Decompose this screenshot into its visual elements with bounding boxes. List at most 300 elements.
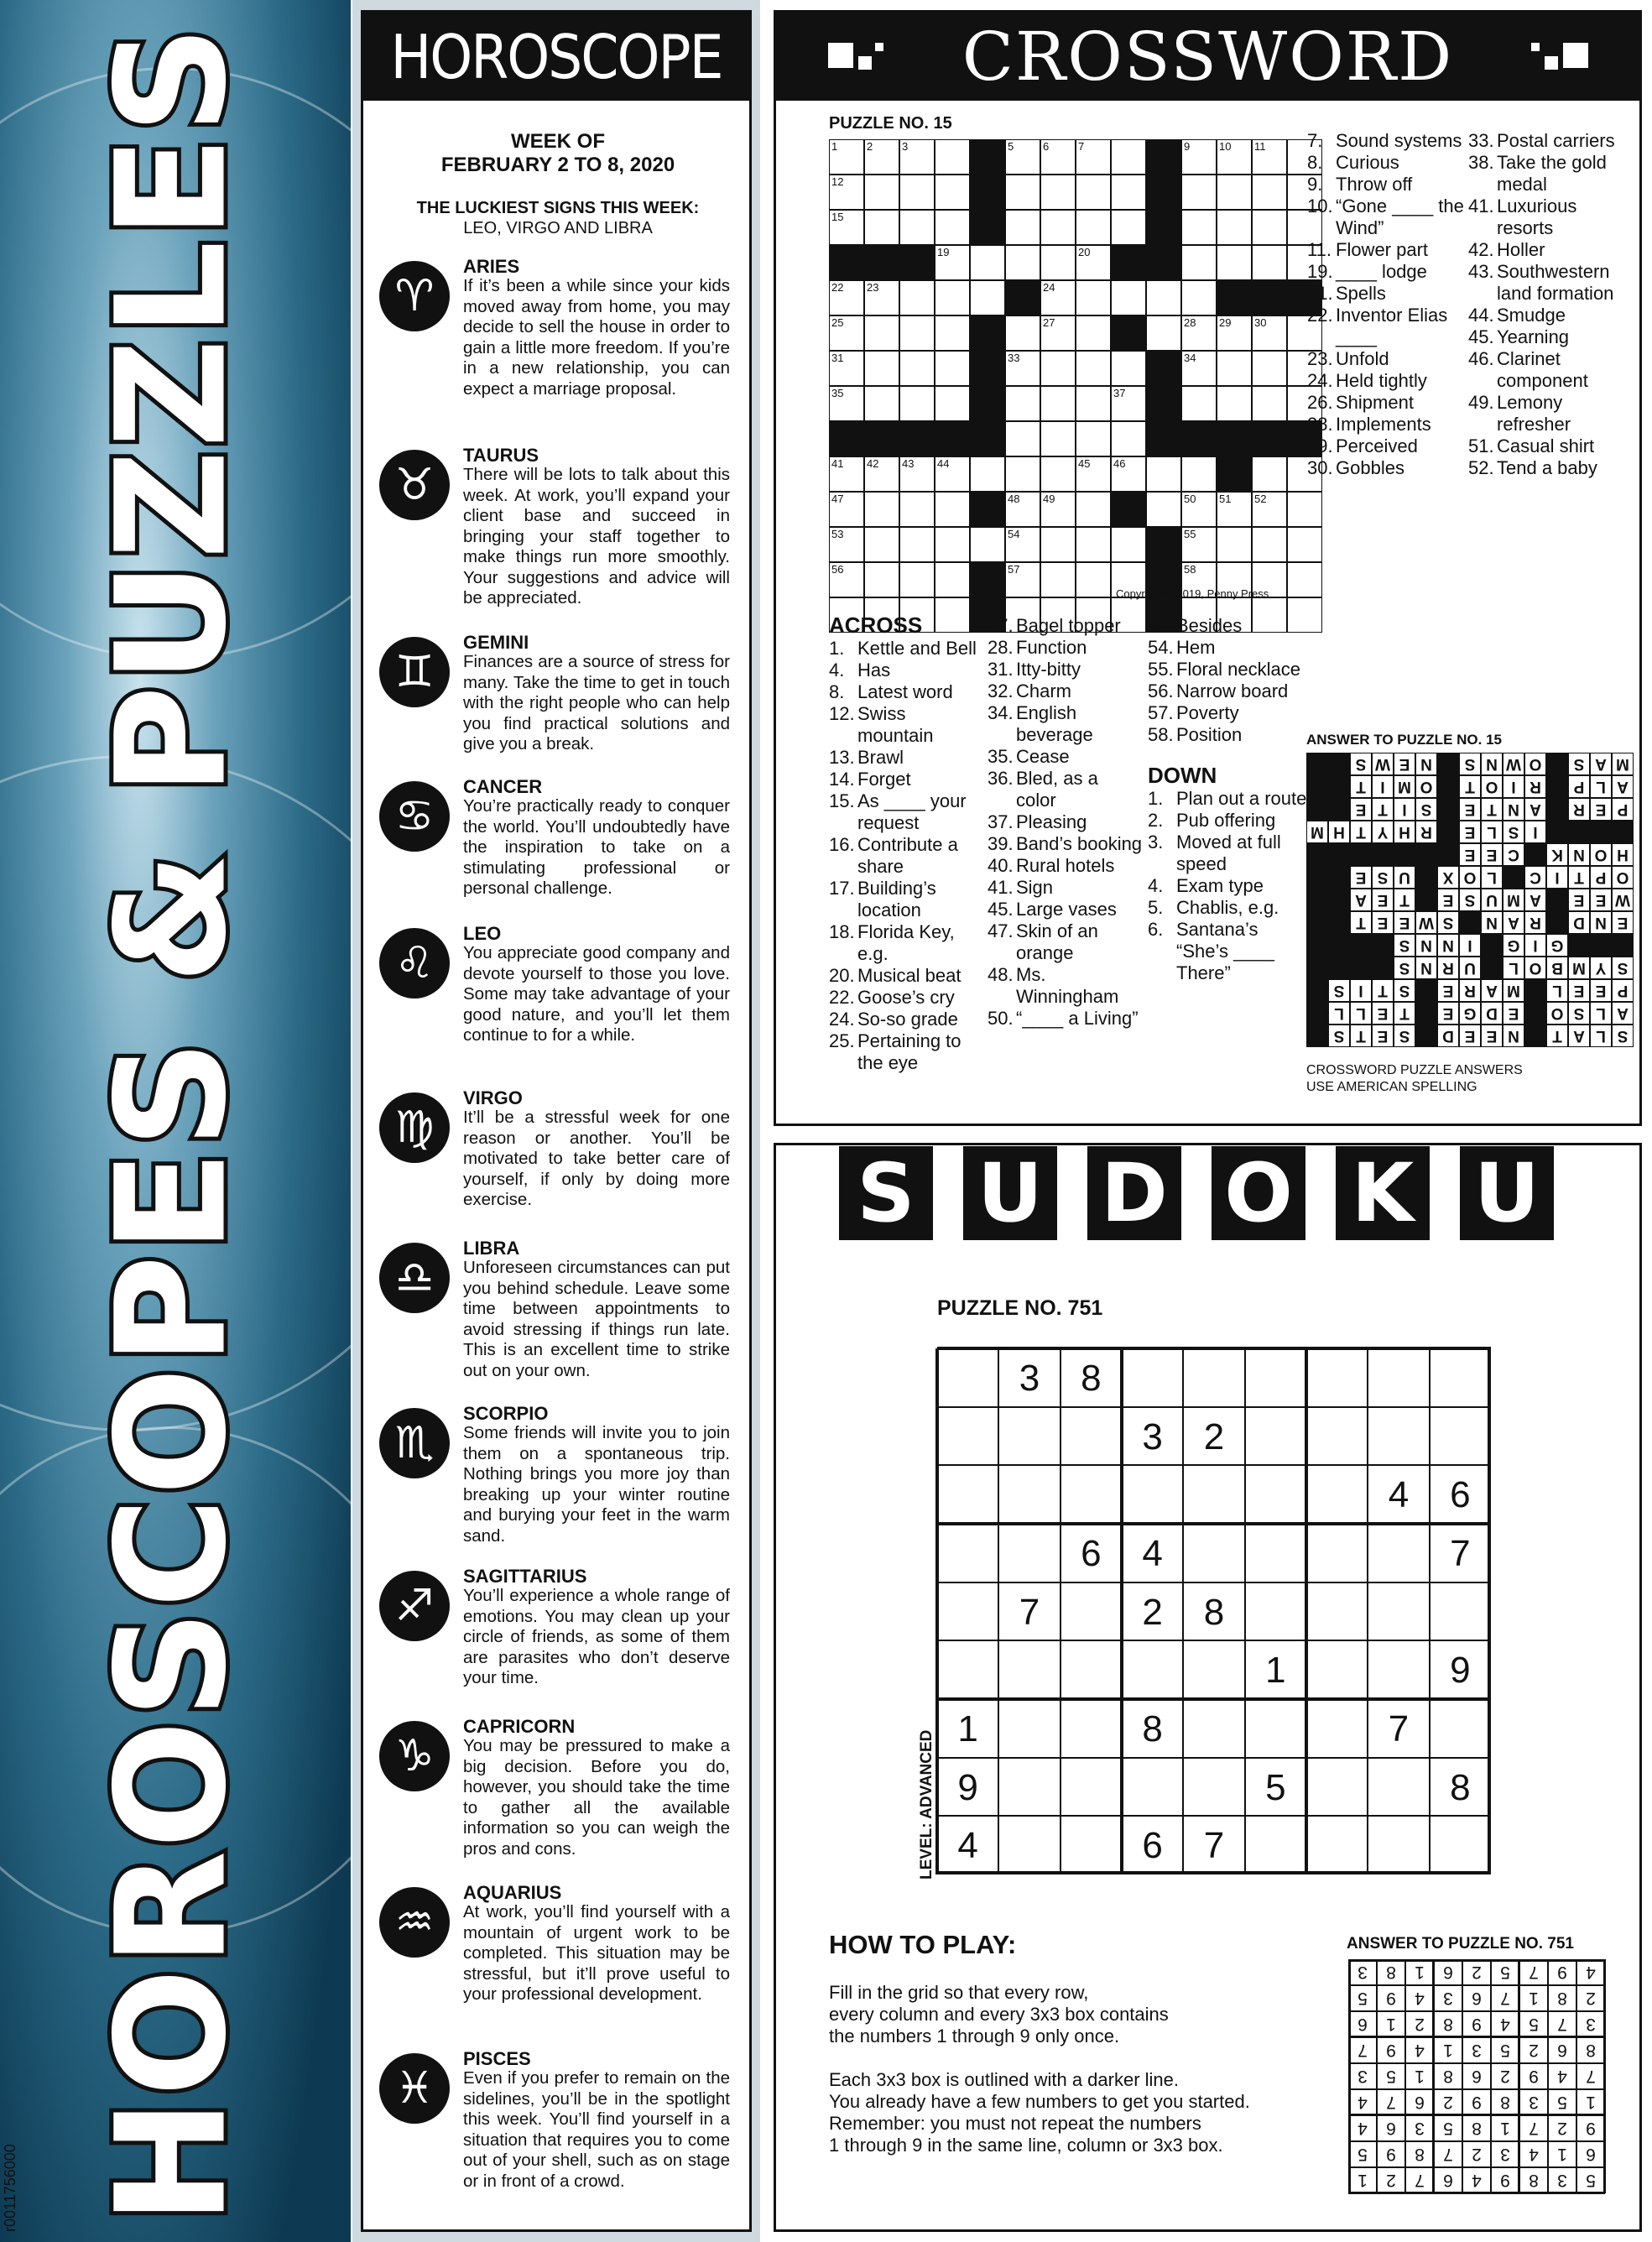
clue-text: Holler xyxy=(1497,239,1545,260)
clue-num: 42. xyxy=(1468,239,1494,260)
answer-cell: E xyxy=(1437,979,1459,1002)
sudoku-cell[interactable] xyxy=(1183,1465,1244,1524)
grid-cell[interactable] xyxy=(1040,562,1076,597)
grid-cell[interactable] xyxy=(1076,210,1111,245)
grid-cell[interactable] xyxy=(1076,562,1111,597)
grid-cell[interactable] xyxy=(899,492,935,527)
clue-text: Exam type xyxy=(1176,875,1264,896)
grid-cell[interactable] xyxy=(829,351,864,386)
sudoku-cell[interactable] xyxy=(1061,1699,1122,1758)
grid-cell[interactable] xyxy=(864,456,899,492)
clue-num: 30. xyxy=(1307,457,1333,478)
grid-cell[interactable] xyxy=(829,562,864,597)
clue-number: 31 xyxy=(831,352,844,364)
sudoku-cell[interactable] xyxy=(1245,1582,1306,1641)
sudoku-cell[interactable] xyxy=(937,1348,998,1407)
grid-cell[interactable] xyxy=(864,562,899,597)
grid-cell[interactable] xyxy=(935,175,970,210)
sudoku-cell[interactable]: 4 xyxy=(1368,1465,1429,1524)
sudoku-cell[interactable]: 8 xyxy=(1061,1348,1122,1407)
sudoku-cell[interactable]: 6 xyxy=(1061,1524,1122,1582)
grid-cell[interactable] xyxy=(829,315,864,351)
sudoku-cell[interactable] xyxy=(1306,1524,1368,1582)
clue-text: Postal carriers xyxy=(1497,130,1615,151)
grid-cell[interactable] xyxy=(829,492,864,527)
grid-cell[interactable] xyxy=(864,280,899,315)
grid-cell[interactable] xyxy=(1076,139,1111,175)
grid-cell[interactable] xyxy=(829,280,864,315)
grid-cell[interactable] xyxy=(1252,492,1287,527)
sudoku-cell[interactable]: 7 xyxy=(998,1582,1060,1641)
clue-text: Held tightly xyxy=(1336,370,1427,391)
grid-cell[interactable] xyxy=(970,245,1005,280)
sudoku-cell[interactable] xyxy=(1430,1816,1491,1874)
sudoku-cell[interactable] xyxy=(1368,1524,1429,1582)
grid-cell[interactable] xyxy=(1181,315,1217,351)
sign-entry xyxy=(379,1716,732,1884)
grid-cell[interactable] xyxy=(1005,527,1040,562)
grid-cell[interactable] xyxy=(1111,456,1146,492)
clue-num: 41. xyxy=(1468,196,1494,216)
sudoku-cell[interactable]: 2 xyxy=(1183,1407,1244,1466)
sudoku-cell[interactable] xyxy=(998,1758,1060,1817)
grid-cell[interactable] xyxy=(1252,456,1287,492)
sudoku-cell[interactable] xyxy=(1061,1758,1122,1817)
sudoku-title-letter: U xyxy=(963,1146,1057,1240)
answer-cell: E xyxy=(1350,866,1372,889)
sudoku-cell[interactable] xyxy=(1061,1465,1122,1524)
grid-cell[interactable] xyxy=(1040,456,1076,492)
answer-cell: S xyxy=(1328,1025,1350,1047)
answer-cell xyxy=(1546,821,1568,843)
sign-entry xyxy=(379,923,732,1091)
clue-num: 18. xyxy=(829,921,855,942)
grid-cell[interactable] xyxy=(1217,210,1252,245)
answer-cell: W xyxy=(1503,753,1524,775)
grid-cell[interactable] xyxy=(829,139,864,175)
grid-cell[interactable] xyxy=(899,210,935,245)
sudoku-cell[interactable] xyxy=(998,1465,1060,1524)
zodiac-gemini-icon: ♊ xyxy=(379,637,450,707)
sudoku-cell[interactable]: 4 xyxy=(937,1816,998,1874)
sudoku-cell[interactable] xyxy=(1183,1699,1244,1758)
sign-entry xyxy=(379,632,732,800)
grid-cell[interactable] xyxy=(1217,175,1252,210)
grid-cell[interactable] xyxy=(864,175,899,210)
grid-cell[interactable] xyxy=(1040,210,1076,245)
answer-cell: S xyxy=(1394,934,1415,957)
sudoku-cell[interactable] xyxy=(1430,1407,1491,1466)
sudoku-cell[interactable]: 7 xyxy=(1183,1816,1244,1874)
grid-cell[interactable] xyxy=(899,315,935,351)
clue-num: 10. xyxy=(1307,196,1333,216)
grid-cell[interactable] xyxy=(864,210,899,245)
grid-cell[interactable] xyxy=(1076,492,1111,527)
sudoku-cell[interactable]: 3 xyxy=(998,1348,1060,1407)
sudoku-cell[interactable] xyxy=(1306,1816,1368,1874)
answer-cell: P xyxy=(1568,775,1590,798)
answer-cell: H xyxy=(1328,821,1350,843)
grid-cell[interactable] xyxy=(829,456,864,492)
clue-number: 48 xyxy=(1008,493,1020,505)
clue-num: 39. xyxy=(988,833,1014,854)
grid-cell[interactable] xyxy=(1076,386,1111,421)
grid-cell[interactable] xyxy=(899,562,935,597)
grid-cell[interactable] xyxy=(1005,456,1040,492)
grid-cell[interactable] xyxy=(1076,245,1111,280)
grid-cell[interactable] xyxy=(970,280,1005,315)
answer-cell: U xyxy=(1481,889,1503,911)
sudoku-cell[interactable] xyxy=(1306,1640,1368,1699)
answer-cell: I xyxy=(1350,979,1372,1002)
grid-cell[interactable] xyxy=(899,139,935,175)
sudoku-cell[interactable] xyxy=(1061,1816,1122,1874)
sudoku-cell[interactable] xyxy=(1368,1582,1429,1641)
grid-cell[interactable] xyxy=(1252,527,1287,562)
answer-cell: 2 xyxy=(1491,2063,1519,2089)
black-square xyxy=(1111,245,1146,280)
grid-cell[interactable] xyxy=(1040,421,1076,456)
black-square xyxy=(970,421,1005,456)
grid-cell[interactable] xyxy=(899,280,935,315)
answer-cell xyxy=(1612,821,1634,843)
sudoku-cell[interactable] xyxy=(1306,1407,1368,1466)
clue-text: Besides xyxy=(1176,615,1243,636)
grid-cell[interactable] xyxy=(935,386,970,421)
sudoku-cell[interactable] xyxy=(1430,1348,1491,1407)
grid-cell[interactable] xyxy=(899,175,935,210)
sudoku-cell[interactable] xyxy=(937,1640,998,1699)
grid-cell[interactable] xyxy=(1287,492,1322,527)
answer-cell: E xyxy=(1459,821,1481,843)
grid-cell[interactable] xyxy=(1146,315,1181,351)
sudoku-cell[interactable] xyxy=(1430,1699,1491,1758)
grid-cell[interactable] xyxy=(935,139,970,175)
grid-cell[interactable] xyxy=(1181,280,1217,315)
grid-cell[interactable] xyxy=(1181,175,1217,210)
clue-item xyxy=(988,1008,1143,1030)
sudoku-cell[interactable]: 3 xyxy=(1122,1407,1183,1466)
answer-cell: 5 xyxy=(1348,1985,1377,2011)
grid-cell[interactable] xyxy=(1181,245,1217,280)
grid-cell[interactable] xyxy=(1005,351,1040,386)
grid-cell[interactable] xyxy=(935,562,970,597)
sudoku-cell[interactable] xyxy=(1368,1407,1429,1466)
clue-number: 1 xyxy=(831,140,838,153)
sudoku-cell[interactable] xyxy=(1245,1524,1306,1582)
sudoku-cell[interactable] xyxy=(1183,1348,1244,1407)
clue-num: 54. xyxy=(1148,637,1174,658)
grid-cell[interactable] xyxy=(899,527,935,562)
sudoku-cell[interactable] xyxy=(1061,1640,1122,1699)
clue-text: Unfold xyxy=(1336,348,1389,369)
sudoku-cell[interactable] xyxy=(1061,1582,1122,1641)
sudoku-cell[interactable]: 9 xyxy=(1430,1640,1491,1699)
grid-cell[interactable] xyxy=(1252,315,1287,351)
sudoku-cell[interactable]: 8 xyxy=(1430,1758,1491,1817)
answer-cell: E xyxy=(1568,979,1590,1002)
sudoku-cell[interactable] xyxy=(1368,1758,1429,1817)
sudoku-cell[interactable] xyxy=(1368,1348,1429,1407)
answer-cell: A xyxy=(1568,1025,1590,1047)
black-square xyxy=(1146,139,1181,175)
grid-cell[interactable] xyxy=(1040,386,1076,421)
answer-cell: 9 xyxy=(1519,2063,1548,2089)
clue-item xyxy=(829,747,980,769)
grid-cell[interactable] xyxy=(1217,315,1252,351)
grid-cell[interactable] xyxy=(1005,175,1040,210)
grid-cell[interactable] xyxy=(935,210,970,245)
grid-cell[interactable] xyxy=(1040,175,1076,210)
answer-cell: O xyxy=(1415,775,1437,798)
answer-cell: E xyxy=(1481,843,1503,866)
sudoku-cell[interactable] xyxy=(998,1407,1060,1466)
grid-cell[interactable] xyxy=(935,527,970,562)
grid-cell[interactable] xyxy=(864,492,899,527)
sudoku-cell[interactable] xyxy=(1183,1524,1244,1582)
grid-cell[interactable] xyxy=(1040,315,1076,351)
sudoku-cell[interactable]: 6 xyxy=(1122,1816,1183,1874)
grid-cell[interactable] xyxy=(864,351,899,386)
answer-cell: T xyxy=(1372,798,1394,821)
sudoku-cell[interactable] xyxy=(1183,1640,1244,1699)
sudoku-cell[interactable] xyxy=(1306,1465,1368,1524)
clue-text: Yearning xyxy=(1497,326,1570,347)
grid-cell[interactable] xyxy=(1146,456,1181,492)
clue-text: Pleasing xyxy=(1016,811,1087,832)
sudoku-cell[interactable] xyxy=(1245,1348,1306,1407)
grid-cell[interactable] xyxy=(1217,527,1252,562)
grid-cell[interactable] xyxy=(829,175,864,210)
sudoku-cell[interactable] xyxy=(998,1816,1060,1874)
answer-cell: T xyxy=(1372,979,1394,1002)
grid-cell[interactable] xyxy=(1217,351,1252,386)
clue-text: Itty-bitty xyxy=(1016,659,1081,680)
grid-cell[interactable] xyxy=(1287,527,1322,562)
grid-cell[interactable] xyxy=(1040,280,1076,315)
grid-cell[interactable] xyxy=(1040,492,1076,527)
grid-cell[interactable] xyxy=(1005,315,1040,351)
sudoku-cell[interactable] xyxy=(1122,1348,1183,1407)
sudoku-cell[interactable]: 9 xyxy=(937,1758,998,1817)
grid-cell[interactable] xyxy=(1217,139,1252,175)
sudoku-cell[interactable] xyxy=(998,1699,1060,1758)
grid-cell[interactable] xyxy=(899,456,935,492)
clue-num: 40. xyxy=(988,855,1014,876)
howto-paragraph-1 xyxy=(829,1982,1332,2047)
grid-cell[interactable] xyxy=(1111,386,1146,421)
answer-cell xyxy=(1306,1025,1328,1047)
grid-cell[interactable] xyxy=(1076,456,1111,492)
grid-cell[interactable] xyxy=(1252,386,1287,421)
sudoku-cell[interactable] xyxy=(937,1465,998,1524)
sudoku-cell[interactable]: 8 xyxy=(1183,1582,1244,1641)
grid-cell[interactable] xyxy=(1252,245,1287,280)
across-clues-col2 xyxy=(988,615,1143,1030)
answer-cell: E xyxy=(1437,1002,1459,1025)
grid-cell[interactable] xyxy=(1252,351,1287,386)
answer-cell: 8 xyxy=(1434,2063,1462,2089)
across-heading: ACROSS xyxy=(829,613,923,638)
grid-cell[interactable] xyxy=(1005,492,1040,527)
clue-text: Flower part xyxy=(1336,239,1429,260)
sudoku-cell[interactable] xyxy=(1306,1348,1368,1407)
answer-cell xyxy=(1328,753,1350,775)
clue-item xyxy=(829,1009,980,1030)
grid-cell[interactable] xyxy=(864,386,899,421)
grid-cell[interactable] xyxy=(1181,456,1217,492)
grid-cell[interactable] xyxy=(935,456,970,492)
sudoku-cell[interactable] xyxy=(1368,1640,1429,1699)
grid-cell[interactable] xyxy=(1181,139,1217,175)
sudoku-cell[interactable] xyxy=(998,1524,1060,1582)
sudoku-cell[interactable] xyxy=(1245,1407,1306,1466)
sudoku-cell[interactable] xyxy=(937,1524,998,1582)
answer-cell: 3 xyxy=(1462,2037,1491,2063)
clue-number: 28 xyxy=(1184,316,1196,329)
grid-cell[interactable] xyxy=(1111,527,1146,562)
answer-cell: 4 xyxy=(1519,2141,1548,2167)
grid-cell[interactable] xyxy=(935,492,970,527)
grid-cell[interactable] xyxy=(1252,175,1287,210)
grid-cell[interactable] xyxy=(1005,562,1040,597)
sudoku-cell[interactable] xyxy=(1306,1758,1368,1817)
grid-cell[interactable] xyxy=(1111,280,1146,315)
sudoku-cell[interactable] xyxy=(998,1640,1060,1699)
sudoku-cell[interactable] xyxy=(1245,1816,1306,1874)
grid-cell[interactable] xyxy=(1005,421,1040,456)
grid-cell[interactable] xyxy=(1076,175,1111,210)
sudoku-cell[interactable]: 1 xyxy=(937,1699,998,1758)
black-square xyxy=(970,562,1005,597)
grid-cell[interactable] xyxy=(899,351,935,386)
sudoku-cell[interactable]: 5 xyxy=(1245,1758,1306,1817)
sudoku-cell[interactable]: 7 xyxy=(1430,1524,1491,1582)
sudoku-cell[interactable] xyxy=(937,1407,998,1466)
grid-cell[interactable] xyxy=(1146,492,1181,527)
grid-cell[interactable] xyxy=(1040,139,1076,175)
sudoku-cell[interactable]: 7 xyxy=(1368,1699,1429,1758)
grid-cell[interactable] xyxy=(1181,351,1217,386)
clue-num: 8. xyxy=(829,681,845,702)
grid-cell[interactable] xyxy=(829,386,864,421)
grid-cell[interactable] xyxy=(829,527,864,562)
grid-cell[interactable] xyxy=(1181,527,1217,562)
grid-cell[interactable] xyxy=(864,139,899,175)
clue-num: 15. xyxy=(829,790,855,811)
grid-cell[interactable] xyxy=(970,456,1005,492)
grid-cell[interactable] xyxy=(1111,351,1146,386)
grid-cell[interactable] xyxy=(1217,386,1252,421)
sudoku-cell[interactable] xyxy=(1245,1465,1306,1524)
grid-cell[interactable] xyxy=(1040,527,1076,562)
sudoku-cell[interactable] xyxy=(1122,1640,1183,1699)
grid-cell[interactable] xyxy=(1005,139,1040,175)
grid-cell[interactable] xyxy=(1287,562,1322,597)
sudoku-cell[interactable] xyxy=(1306,1699,1368,1758)
answer-cell: S xyxy=(1568,1002,1590,1025)
grid-cell[interactable] xyxy=(1111,210,1146,245)
grid-cell[interactable] xyxy=(1252,139,1287,175)
grid-cell[interactable] xyxy=(864,315,899,351)
sudoku-cell[interactable] xyxy=(1061,1407,1122,1466)
sudoku-cell[interactable] xyxy=(1122,1758,1183,1817)
grid-cell[interactable] xyxy=(1181,492,1217,527)
clue-num: 44. xyxy=(1468,305,1494,326)
answer-cell: 3 xyxy=(1519,2089,1548,2115)
clue-num: 43. xyxy=(1468,261,1494,282)
answer-cell xyxy=(1437,798,1459,821)
sudoku-cell[interactable]: 8 xyxy=(1122,1699,1183,1758)
grid-cell[interactable] xyxy=(1181,386,1217,421)
grid-cell[interactable] xyxy=(1111,421,1146,456)
sign-name: ARIES xyxy=(463,256,520,277)
sudoku-cell[interactable] xyxy=(1122,1465,1183,1524)
grid-cell[interactable] xyxy=(1217,245,1252,280)
black-square xyxy=(1111,492,1146,527)
clue-text: Casual shirt xyxy=(1497,435,1595,456)
grid-cell[interactable] xyxy=(935,315,970,351)
answer-cell xyxy=(1306,911,1328,934)
grid-cell[interactable] xyxy=(829,210,864,245)
answer-cell: 8 xyxy=(1491,2089,1519,2115)
grid-cell[interactable] xyxy=(935,280,970,315)
grid-cell[interactable] xyxy=(899,386,935,421)
grid-cell[interactable] xyxy=(1076,351,1111,386)
grid-cell[interactable] xyxy=(1005,386,1040,421)
clue-num: 41. xyxy=(988,877,1014,898)
grid-cell[interactable] xyxy=(1040,351,1076,386)
sudoku-cell[interactable] xyxy=(1306,1582,1368,1641)
grid-cell[interactable] xyxy=(1076,280,1111,315)
grid-cell[interactable] xyxy=(1111,139,1146,175)
sudoku-cell[interactable] xyxy=(1368,1816,1429,1874)
sudoku-cell[interactable] xyxy=(1183,1758,1244,1817)
grid-cell[interactable] xyxy=(1040,245,1076,280)
grid-cell[interactable] xyxy=(864,527,899,562)
grid-cell[interactable] xyxy=(1005,210,1040,245)
clue-item xyxy=(1468,392,1628,435)
grid-cell[interactable] xyxy=(1111,175,1146,210)
sudoku-cell[interactable]: 6 xyxy=(1430,1465,1491,1524)
grid-cell[interactable] xyxy=(1005,245,1040,280)
grid-cell[interactable] xyxy=(1076,527,1111,562)
sudoku-cell[interactable] xyxy=(1430,1582,1491,1641)
grid-cell[interactable] xyxy=(1217,492,1252,527)
sudoku-cell[interactable]: 4 xyxy=(1122,1524,1183,1582)
grid-cell[interactable] xyxy=(1076,421,1111,456)
sudoku-cell[interactable] xyxy=(1245,1699,1306,1758)
howto-line: Each 3x3 box is outlined with a darker line. xyxy=(829,2069,1180,2090)
grid-cell[interactable] xyxy=(935,351,970,386)
clue-number: 29 xyxy=(1219,316,1232,329)
answer-cell: I xyxy=(1394,798,1415,821)
grid-cell[interactable] xyxy=(970,527,1005,562)
sudoku-cell[interactable]: 2 xyxy=(1122,1582,1183,1641)
grid-cell[interactable] xyxy=(1252,210,1287,245)
grid-cell[interactable] xyxy=(1181,210,1217,245)
clue-text: Luxurious resorts xyxy=(1497,196,1577,238)
answer-cell xyxy=(1328,911,1350,934)
clue-item xyxy=(1307,283,1467,305)
grid-cell[interactable] xyxy=(1076,315,1111,351)
sudoku-cell[interactable]: 1 xyxy=(1245,1640,1306,1699)
clue-text: Pertaining to the eye xyxy=(857,1030,961,1073)
sudoku-cell[interactable] xyxy=(937,1582,998,1641)
grid-cell[interactable] xyxy=(935,245,970,280)
grid-cell[interactable] xyxy=(1146,280,1181,315)
clue-item xyxy=(1468,348,1628,392)
